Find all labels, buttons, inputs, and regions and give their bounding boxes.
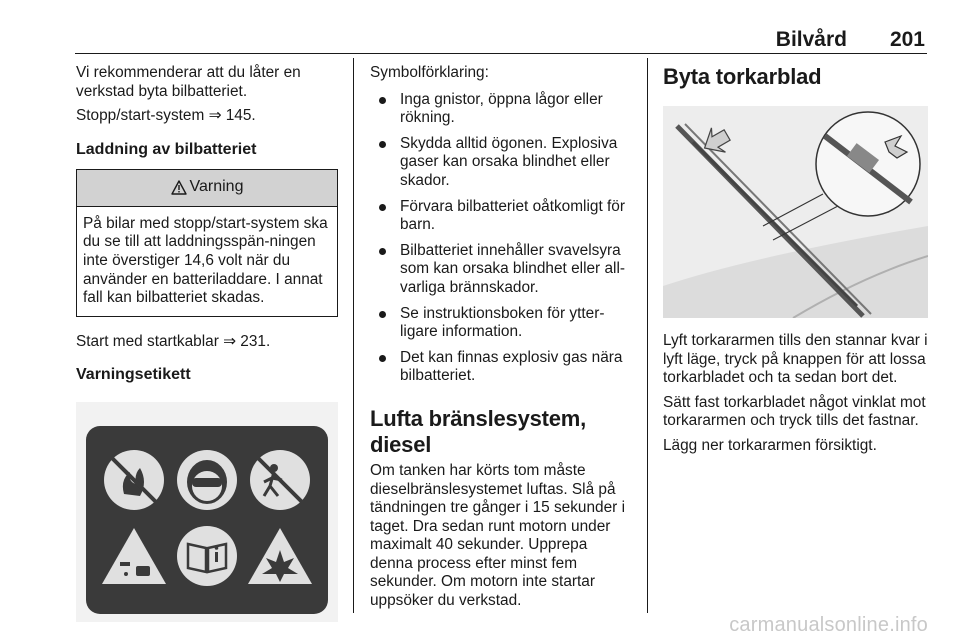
no-fire-icon	[104, 450, 164, 510]
page-number: 201	[889, 28, 925, 51]
wiper-paragraph-3: Lägg ner torkararmen försiktigt.	[663, 436, 877, 454]
battery-warning-label-image	[76, 402, 338, 622]
bullet-dot	[379, 204, 386, 211]
column-divider-1	[353, 58, 354, 613]
bullet-dot	[379, 141, 386, 148]
symbols-heading: Symbolförklaring:	[370, 64, 489, 81]
column-1	[76, 64, 338, 622]
bullet-dot	[379, 97, 386, 104]
column-3	[663, 64, 928, 462]
warning-box	[76, 169, 338, 317]
list-item	[370, 198, 634, 235]
bullet-dot	[379, 248, 386, 255]
list-item-text: Skydda alltid ögonen. Explosiva gaser kan orsaka blindhet eller skador.	[400, 134, 618, 189]
fuel-bleeding-text: Om tanken har körts tom måste dieselbränslesystemet luftas. Slå på tändningen tre gånger i 15 sekunder i taget. Dra sedan runt motorn under maximalt 40 sekunder. Upprepa denna process efter minst fem sekunder. Om motorn inte startar uppsöker du verkstad.	[370, 461, 625, 610]
heading-charging: Laddning av bilbatteriet	[76, 140, 257, 158]
wiper-paragraph-2: Sätt fast torkarbladet något vinklat mot torkararmen och tryck tills det fastnar.	[663, 393, 926, 430]
list-item	[370, 91, 634, 128]
warning-text: På bilar med stopp/start-system ska du se till att laddningsspän-ningen inte överstiger 14,6 volt när du använder en batteriladdare. I annat fall kan bilbatteriet skadas.	[83, 214, 328, 307]
stop-start-reference: Stopp/start-system ⇒ 145.	[76, 107, 256, 125]
list-item	[370, 242, 634, 298]
bullet-dot	[379, 311, 386, 318]
eye-protection-icon	[177, 450, 237, 510]
intro-paragraph: Vi rekommenderar att du låter en verkstad byta bilbatteriet.	[76, 64, 301, 100]
column-2	[370, 64, 634, 617]
symbol-list	[370, 91, 634, 386]
list-item-text: Inga gnistor, öppna lågor eller rökning.	[400, 90, 603, 127]
page-header	[75, 26, 927, 52]
list-item-text: Se instruktionsboken för ytter-ligare information.	[400, 304, 605, 341]
wiper-paragraph-1: Lyft torkararmen tills den stannar kvar i lyft läge, tryck på knappen för att lossa torkarbladet och ta sedan bort det.	[663, 332, 928, 387]
list-item-text: Det kan finnas explosiv gas nära bilbatteriet.	[400, 348, 623, 385]
wiper-blade-illustration	[663, 106, 928, 318]
list-item	[370, 305, 634, 342]
heading-warning-label: Varningsetikett	[76, 366, 191, 384]
heading-wiper: Byta torkarblad	[663, 64, 822, 89]
list-item	[370, 135, 634, 191]
bullet-dot	[379, 355, 386, 362]
section-title: Bilvård	[775, 28, 847, 51]
list-item-text: Förvara bilbatteriet oåtkomligt för barn.	[400, 197, 625, 234]
column-divider-2	[647, 58, 648, 613]
watermark: carmanualsonline.info	[729, 614, 928, 636]
header-rule	[75, 53, 927, 54]
list-item-text: Bilbatteriet innehåller svavelsyra som kan orsaka blindhet eller all-varliga brännskador.	[400, 241, 625, 296]
warning-triangle-icon	[171, 180, 187, 195]
heading-fuel-bleeding: Lufta bränslesystem, diesel	[370, 405, 587, 457]
warning-header	[77, 170, 337, 207]
jump-start-reference: Start med startkablar ⇒ 231.	[76, 332, 271, 350]
list-item	[370, 349, 634, 386]
warning-title: Varning	[189, 178, 244, 196]
read-manual-icon	[177, 526, 237, 586]
keep-away-children-icon	[250, 450, 310, 510]
